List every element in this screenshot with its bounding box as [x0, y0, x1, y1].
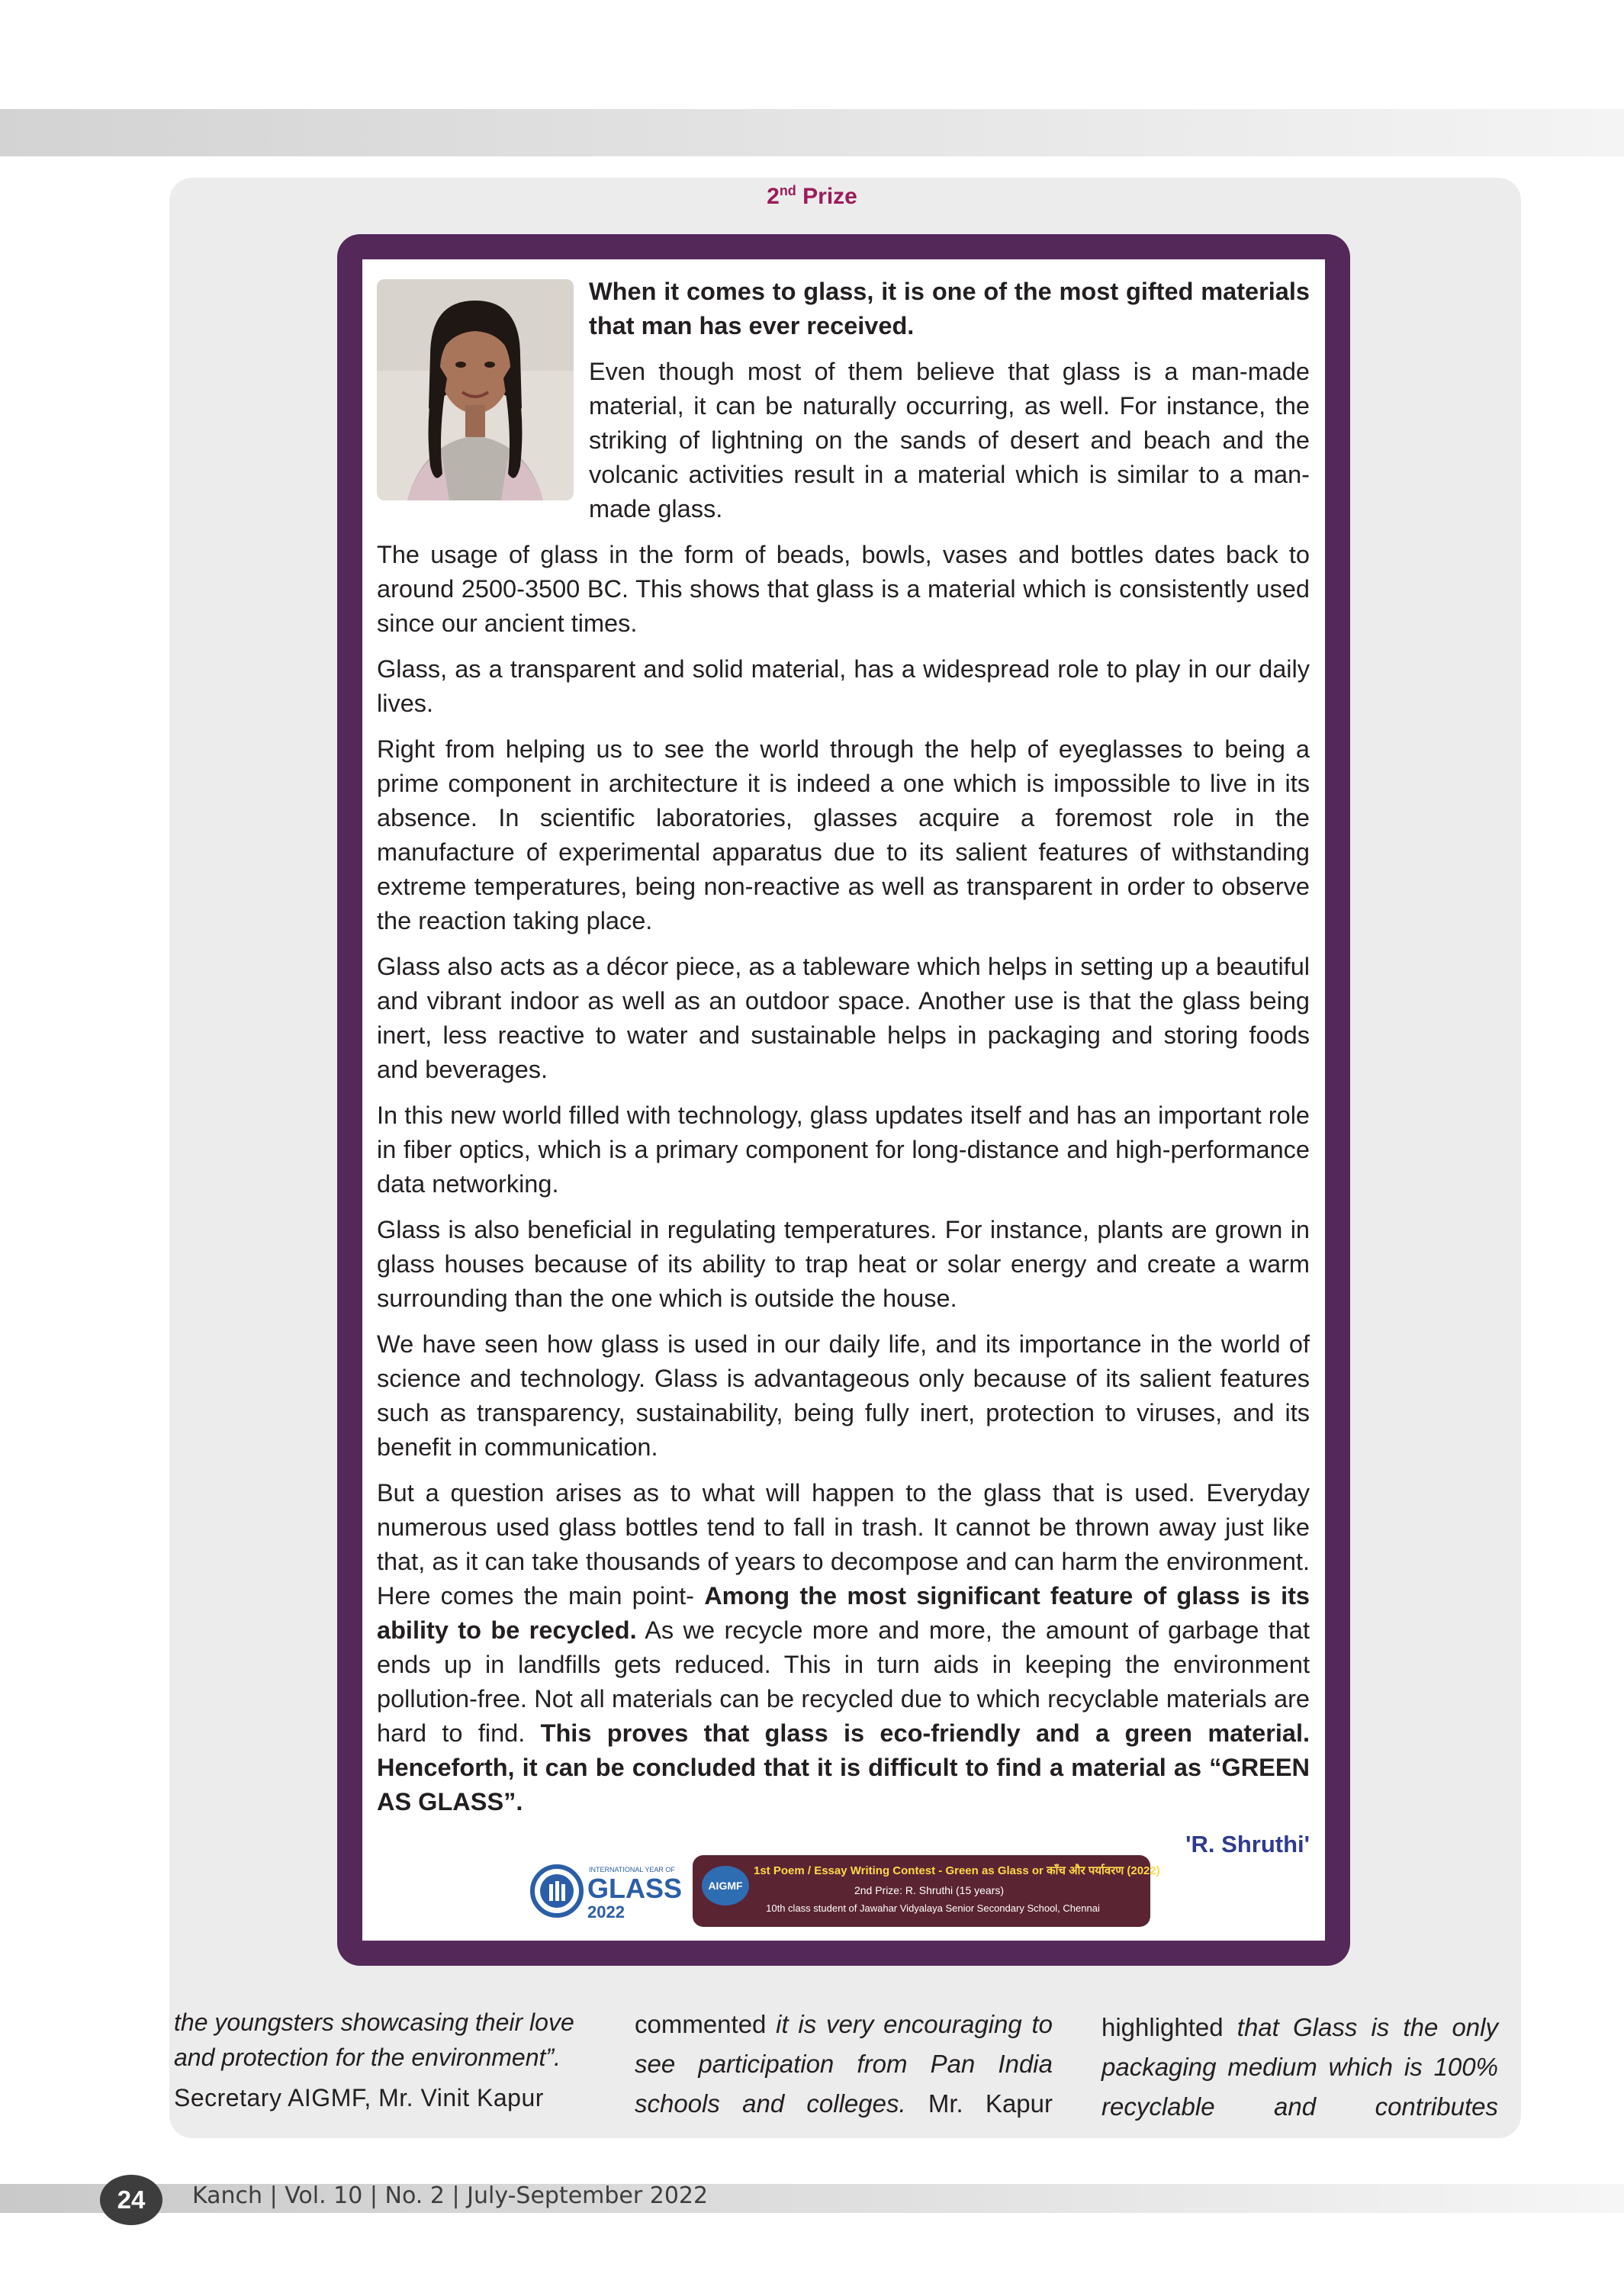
- contest-prize: 2nd Prize: R. Shruthi (15 years): [854, 1884, 1005, 1896]
- essay-paragraph: Right from helping us to see the world through the help of eyeglasses to being a prime component in architecture it is indeed a one which is impossible to live in its absence. In scientific laboratories, glasses acquire a foremost role in the manufacture of experimental apparatus due to its salient features of withstanding extreme temperatures, being non-reactive as well as transparent in order to observe the reaction taking place.: [377, 735, 1310, 934]
- author-signature: 'R. Shruthi': [1185, 1831, 1310, 1857]
- svg-text:2022: 2022: [587, 1902, 625, 1921]
- author-photo: [377, 279, 574, 500]
- contest-school: 10th class student of Jawahar Vidyalaya Senior Secondary School, Chennai: [766, 1902, 1100, 1914]
- bottom-column-2: commented it is very encouraging to see participation from Pan India schools and colleges. Mr. Kapur: [635, 2010, 1053, 2118]
- aigmf-logo: AIGMF: [702, 1866, 749, 1906]
- svg-text:GLASS: GLASS: [587, 1873, 682, 1904]
- logo-strip: [529, 1855, 1160, 1928]
- essay-paragraph: Even though most of them believe that glass is a man-made material, it can be naturally occurring, as well. For instance, the striking of lightning on the sands of desert and beach and the volcanic activities result in a material which is similar to a man-made glass.: [589, 358, 1310, 523]
- contest-title: 1st Poem / Essay Writing Contest - Green as Glass or काँच और पर्यावरण (2022): [754, 1864, 1160, 1877]
- publication-info: Kanch | Vol. 10 | No. 2 | July-September 2022: [192, 2182, 709, 2209]
- svg-text:INTERNATIONAL YEAR OF: INTERNATIONAL YEAR OF: [589, 1866, 675, 1873]
- essay-paragraph: In this new world filled with technology, glass updates itself and has an important role in fiber optics, which is a primary component for long-distance and high-performance data networking.: [377, 1102, 1310, 1198]
- essay-final-paragraph: But a question arises as to what will happen to the glass that is used. Everyday numerous used glass bottles tend to fall in trash. It cannot be thrown away just like that, as it can take thousands of years to decompose and can harm the environment. Here comes the main point- Among the most significant feature of glass is its ability to be recycled. As we recycle more and more, the amount of garbage that ends up in landfills gets reduced. This in turn aids in keeping the environment pollution-free. Not all materials can be recycled due to which recyclable materials are hard to find. This proves that glass is eco-friendly and a green material. Henceforth, it can be concluded that it is difficult to find a material as “GREEN AS GLASS”.: [377, 1479, 1310, 1815]
- international-year-of-glass-logo: [529, 1861, 682, 1921]
- essay-paragraph: Glass is also beneficial in regulating temperatures. For instance, plants are grown in glass houses because of its ability to trap heat or solar energy and create a warm surrounding than the one which is outside the house.: [377, 1216, 1310, 1312]
- header-band: [0, 109, 1624, 156]
- contest-banner: [693, 1855, 1160, 1927]
- essay-paragraph: The usage of glass in the form of beads, bowls, vases and bottles dates back to around 2500-3500 BC. This shows that glass is a material which is consistently used since our ancient times.: [377, 541, 1310, 637]
- essay-body: [377, 275, 1310, 1860]
- essay-lead: When it comes to glass, it is one of the most gifted materials that man has ever received.: [589, 278, 1310, 339]
- essay-paragraph: Glass, as a transparent and solid material, has a widespread role to play in our daily lives.: [377, 655, 1310, 717]
- page-number: 24: [100, 2175, 162, 2225]
- essay-paragraph: We have seen how glass is used in our daily life, and its importance in the world of science and technology. Glass is advantageous only because of its salient features such as transparency, sustainability, being fully inert, protection to viruses, and its benefit in communication.: [377, 1330, 1310, 1461]
- bottom-column-3: highlighted that Glass is the only packaging medium which is 100% recyclable and contributes: [1101, 2013, 1498, 2121]
- bottom-column-1: the youngsters showcasing their love and protection for the environment”. Secretary AIGMF, Mr. Vinit Kapur: [174, 2008, 574, 2111]
- essay-paragraph: Glass also acts as a décor piece, as a tableware which helps in setting up a beautiful and vibrant indoor as well as an outdoor space. Another use is that the glass being inert, less reactive to water and sustainable helps in packaging and storing foods and beverages.: [377, 953, 1310, 1083]
- prize-heading: 2nd Prize: [767, 183, 857, 209]
